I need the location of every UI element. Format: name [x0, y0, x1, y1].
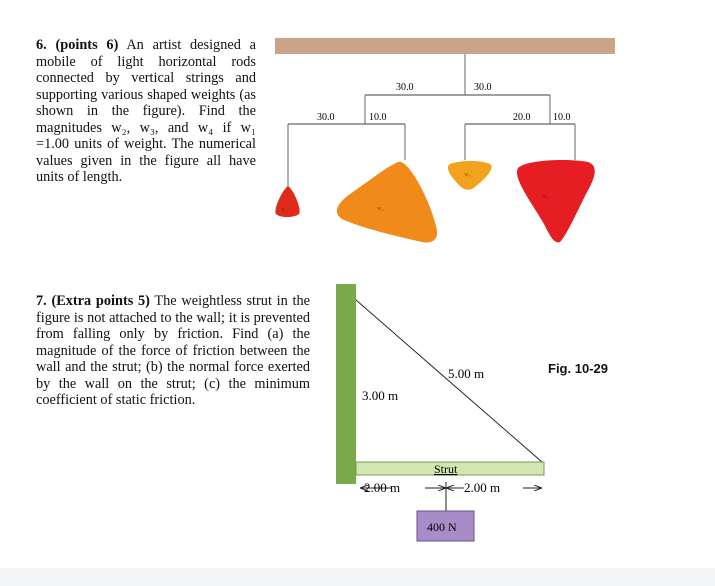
weight-w2 — [337, 162, 437, 243]
weight-label: 400 N — [427, 520, 457, 534]
strut-label: Strut — [434, 462, 458, 476]
figure-label: Fig. 10-29 — [548, 361, 608, 376]
mobile-figure — [270, 30, 620, 245]
weight-w3-label: w₃ — [464, 172, 471, 178]
problem-6-heading: 6. (points 6) — [36, 37, 119, 53]
hypotenuse-length: 5.00 m — [448, 366, 485, 381]
problem-7 — [36, 293, 310, 409]
weight-w2-label: w₂ — [377, 206, 384, 212]
height-length: 3.00 m — [362, 388, 399, 403]
problem-7-text: The weightless strut in the figure is not attached to the wall; it is prevented from falling only by friction. Find (a) the magnitude of the force of friction between the wall and the strut; (b) the normal force exerted by the wall on the strut; (c) the minimum coefficient of static friction. — [36, 293, 310, 408]
top-right-length: 30.0 — [474, 82, 492, 93]
right-rod-left-length: 20.0 — [513, 112, 531, 123]
weight-w4 — [517, 160, 595, 242]
left-rod-right-length: 10.0 — [369, 112, 387, 123]
problem-6-text: An artist designed a mobile of light horizontal rods connected by vertical strings and supporting various shaped weights (as shown in the figure). Find the magnitudes w₂, w₃, and w₄ if w₁ =1.00 units of weight. The numerical values given in the figure all have units of length. — [36, 37, 256, 185]
top-left-length: 30.0 — [396, 82, 414, 93]
strut-figure — [330, 280, 570, 550]
left-rod-left-length: 30.0 — [317, 112, 335, 123]
cable — [356, 300, 542, 462]
weight-w1 — [275, 186, 299, 217]
right-rod-right-length: 10.0 — [553, 112, 571, 123]
ceiling-bar — [275, 38, 615, 54]
problem-6 — [36, 37, 256, 186]
problem-7-heading: 7. (Extra points 5) — [36, 293, 150, 309]
bottom-bar — [0, 568, 715, 586]
wall — [336, 284, 356, 484]
weight-w1-label: w₁ — [281, 207, 288, 213]
weight-w4-label: w₄ — [542, 194, 549, 200]
right-length: 2.00 m — [464, 480, 501, 495]
left-length: 2.00 m — [364, 480, 401, 495]
